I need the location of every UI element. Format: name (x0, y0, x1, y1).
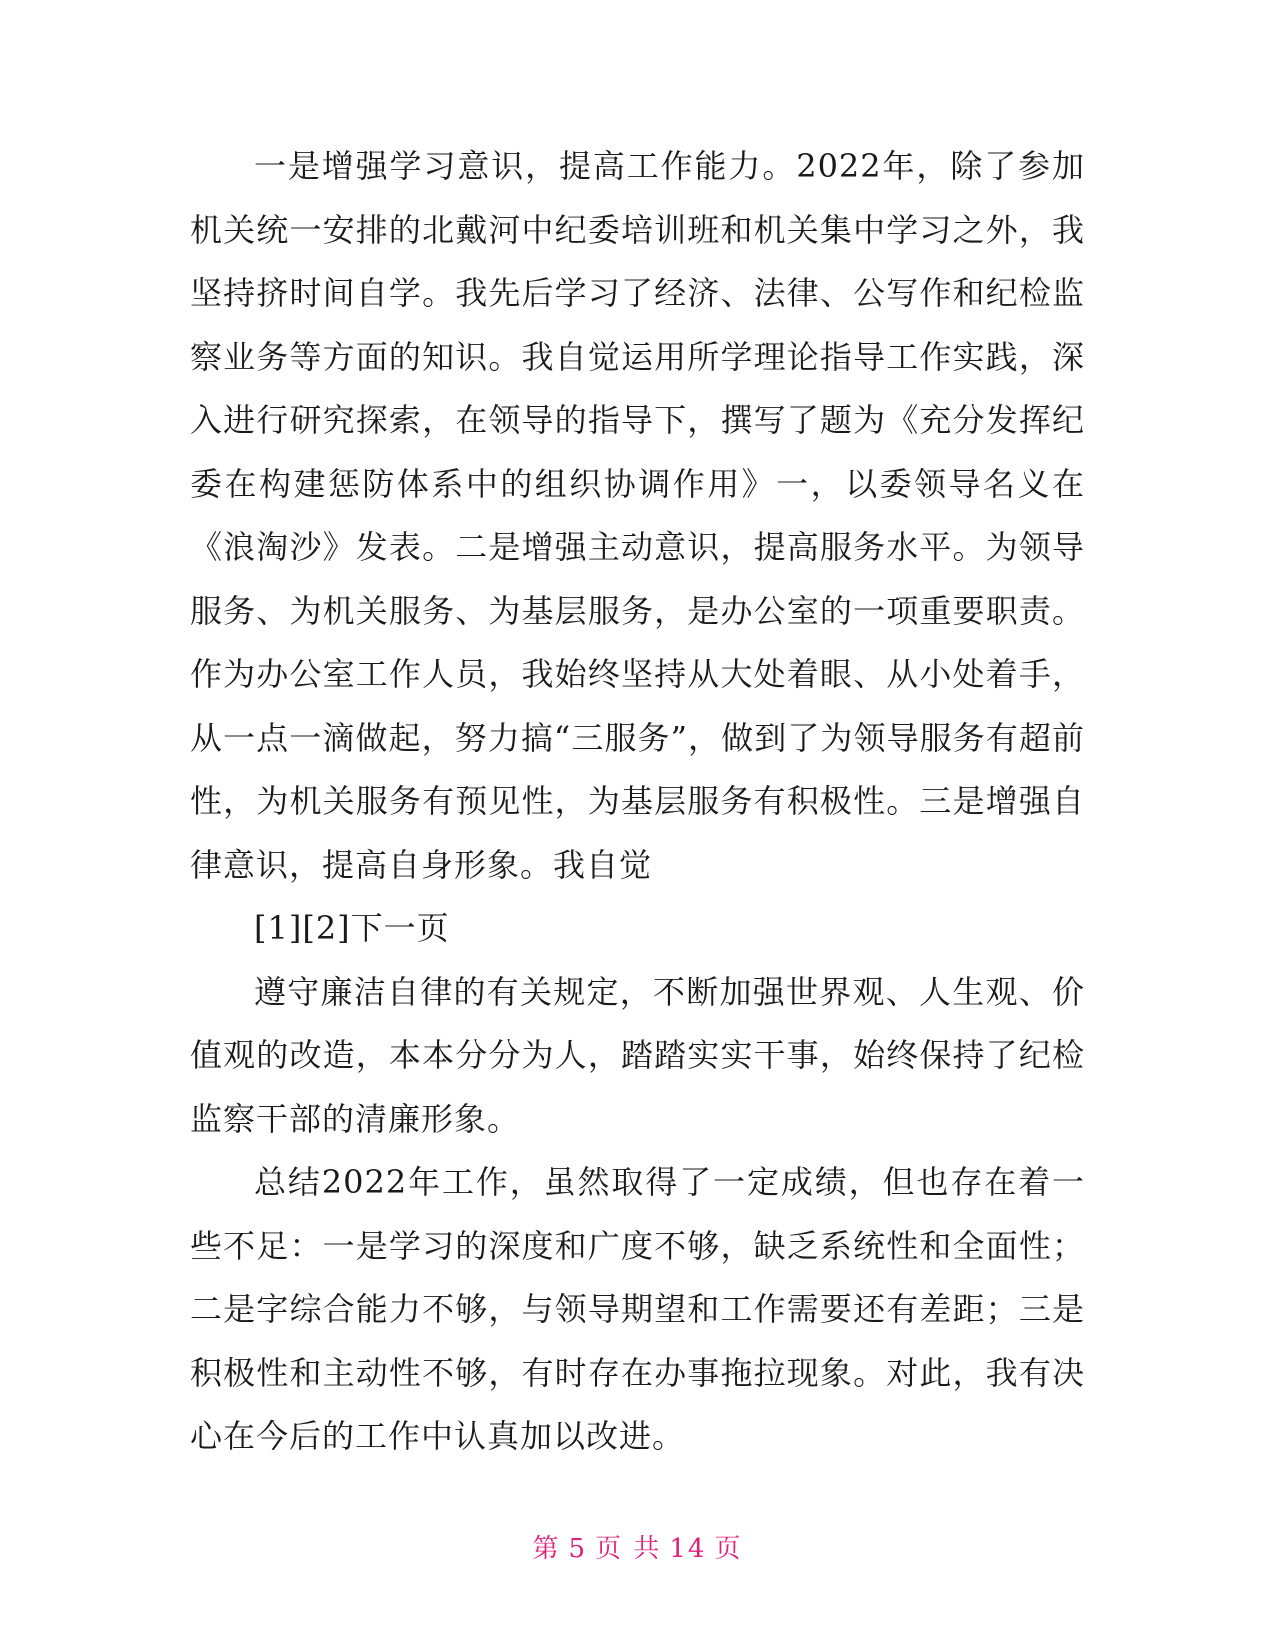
page-navigation (190, 897, 1085, 961)
page-link-1[interactable]: [1] (254, 909, 303, 947)
footer-middle: 页 共 (595, 1534, 662, 1564)
footer-total-pages: 14 (669, 1534, 707, 1564)
footer-prefix: 第 (532, 1534, 561, 1564)
paragraph-2: 遵守廉洁自律的有关规定，不断加强世界观、人生观、价值观的改造，本本分分为人，踏踏实实干事，始终保持了纪检监察干部的清廉形象。 (190, 972, 1085, 1138)
document-body (190, 135, 1085, 1469)
footer-suffix: 页 (714, 1534, 743, 1564)
page-footer (0, 1528, 1275, 1565)
next-page-link[interactable]: 下一页 (350, 909, 450, 947)
paragraph-1: 一是增强学习意识，提高工作能力。2022年，除了参加机关统一安排的北戴河中纪委培训班和机关集中学习之外，我坚持挤时间自学。我先后学习了经济、法律、公写作和纪检监察业务等方面的知识。我自觉运用所学理论指导工作实践，深入进行研究探索，在领导的指导下，撰写了题为《充分发挥纪委在构建惩防体系中的组织协调作用》一，以委领导名义在《浪淘沙》发表。二是增强主动意识，提高服务水平。为领导服务、为机关服务、为基层服务，是办公室的一项重要职责。作为办公室工作人员，我始终坚持从大处着眼、从小处着手，从一点一滴做起，努力搞“三服务”，做到了为领导服务有超前性，为机关服务有预见性，为基层服务有积极性。三是增强自律意识，提高自身形象。我自觉 (190, 147, 1085, 884)
footer-current-page: 5 (568, 1534, 588, 1564)
page-link-2[interactable]: [2] (302, 909, 351, 947)
paragraph-3: 总结2022年工作，虽然取得了一定成绩，但也存在着一些不足：一是学习的深度和广度不够，缺乏系统性和全面性；二是字综合能力不够，与领导期望和工作需要还有差距；三是积极性和主动性不够，有时存在办事拖拉现象。对此，我有决心在今后的工作中认真加以改进。 (190, 1163, 1085, 1455)
